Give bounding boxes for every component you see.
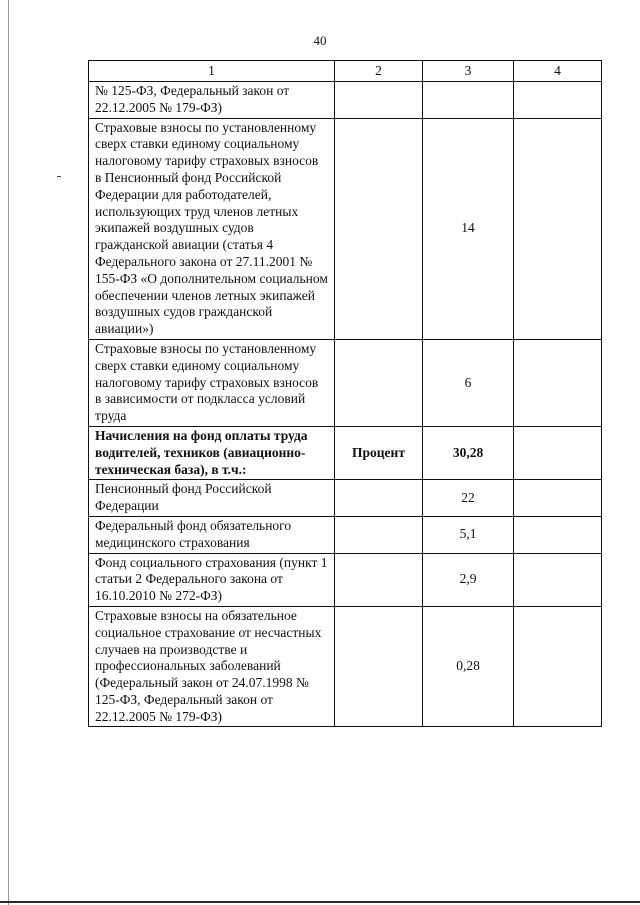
table-row bbox=[89, 553, 602, 606]
row-value: 5,1 bbox=[423, 516, 514, 553]
row-value: 2,9 bbox=[423, 553, 514, 606]
row-description: Фонд социального страхования (пункт 1 статьи 2 Федерального закона от 16.10.2010 № 272-ФЗ) bbox=[89, 553, 335, 606]
row-unit: Процент bbox=[335, 426, 423, 479]
row-extra bbox=[514, 553, 602, 606]
scan-stray-mark bbox=[57, 176, 61, 177]
table-row bbox=[89, 339, 602, 426]
row-unit bbox=[335, 606, 423, 727]
column-header-1: 1 bbox=[89, 61, 335, 82]
column-header-4: 4 bbox=[514, 61, 602, 82]
page-number: 40 bbox=[313, 33, 327, 48]
row-unit bbox=[335, 82, 423, 119]
row-unit bbox=[335, 339, 423, 426]
row-extra bbox=[514, 82, 602, 119]
row-extra bbox=[514, 606, 602, 727]
row-description: Начисления на фонд оплаты труда водителей, техников (авиационно-техническая база), в т.ч.: bbox=[89, 426, 335, 479]
row-unit bbox=[335, 118, 423, 339]
row-unit bbox=[335, 480, 423, 517]
row-value: 30,28 bbox=[423, 426, 514, 479]
row-description: Страховые взносы по установленному сверх ставки единому социальному налоговому тарифу страховых взносов в Пенсионный фонд Российской Федерации для работодателей, использующих труд членов летных экипажей воздушных судов гражданской авиации (статья 4 Федерального закона от 27.11.2001 № 155-ФЗ «О дополнительном социальном обеспечении членов летных экипажей воздушных судов гражданской авиации») bbox=[89, 118, 335, 339]
row-extra bbox=[514, 480, 602, 517]
scan-edge-left bbox=[8, 0, 9, 905]
table-row bbox=[89, 516, 602, 553]
table-row-section-total bbox=[89, 426, 602, 479]
row-value: 14 bbox=[423, 118, 514, 339]
table-row bbox=[89, 82, 602, 119]
row-value: 0,28 bbox=[423, 606, 514, 727]
row-description: № 125-ФЗ, Федеральный закон от 22.12.2005 № 179-ФЗ) bbox=[89, 82, 335, 119]
column-header-3: 3 bbox=[423, 61, 514, 82]
row-description: Страховые взносы на обязательное социальное страхование от несчастных случаев на производстве и профессиональных заболеваний (Федеральный закон от 24.07.1998 № 125-ФЗ, Федеральный закон от 22.12.2005 № 179-ФЗ) bbox=[89, 606, 335, 727]
row-extra bbox=[514, 516, 602, 553]
row-description: Федеральный фонд обязательного медицинского страхования bbox=[89, 516, 335, 553]
table-row bbox=[89, 118, 602, 339]
row-description: Страховые взносы по установленному сверх ставки единому социальному налоговому тарифу страховых взносов в зависимости от подкласса условий труда bbox=[89, 339, 335, 426]
table-header-row bbox=[89, 61, 602, 82]
table-row bbox=[89, 606, 602, 727]
row-unit bbox=[335, 516, 423, 553]
row-extra bbox=[514, 426, 602, 479]
row-extra bbox=[514, 118, 602, 339]
table-row bbox=[89, 480, 602, 517]
column-header-2: 2 bbox=[335, 61, 423, 82]
row-description: Пенсионный фонд Российской Федерации bbox=[89, 480, 335, 517]
row-unit bbox=[335, 553, 423, 606]
row-value: 6 bbox=[423, 339, 514, 426]
row-value bbox=[423, 82, 514, 119]
row-value: 22 bbox=[423, 480, 514, 517]
contributions-table bbox=[88, 60, 602, 727]
scan-edge-bottom bbox=[0, 901, 640, 903]
row-extra bbox=[514, 339, 602, 426]
